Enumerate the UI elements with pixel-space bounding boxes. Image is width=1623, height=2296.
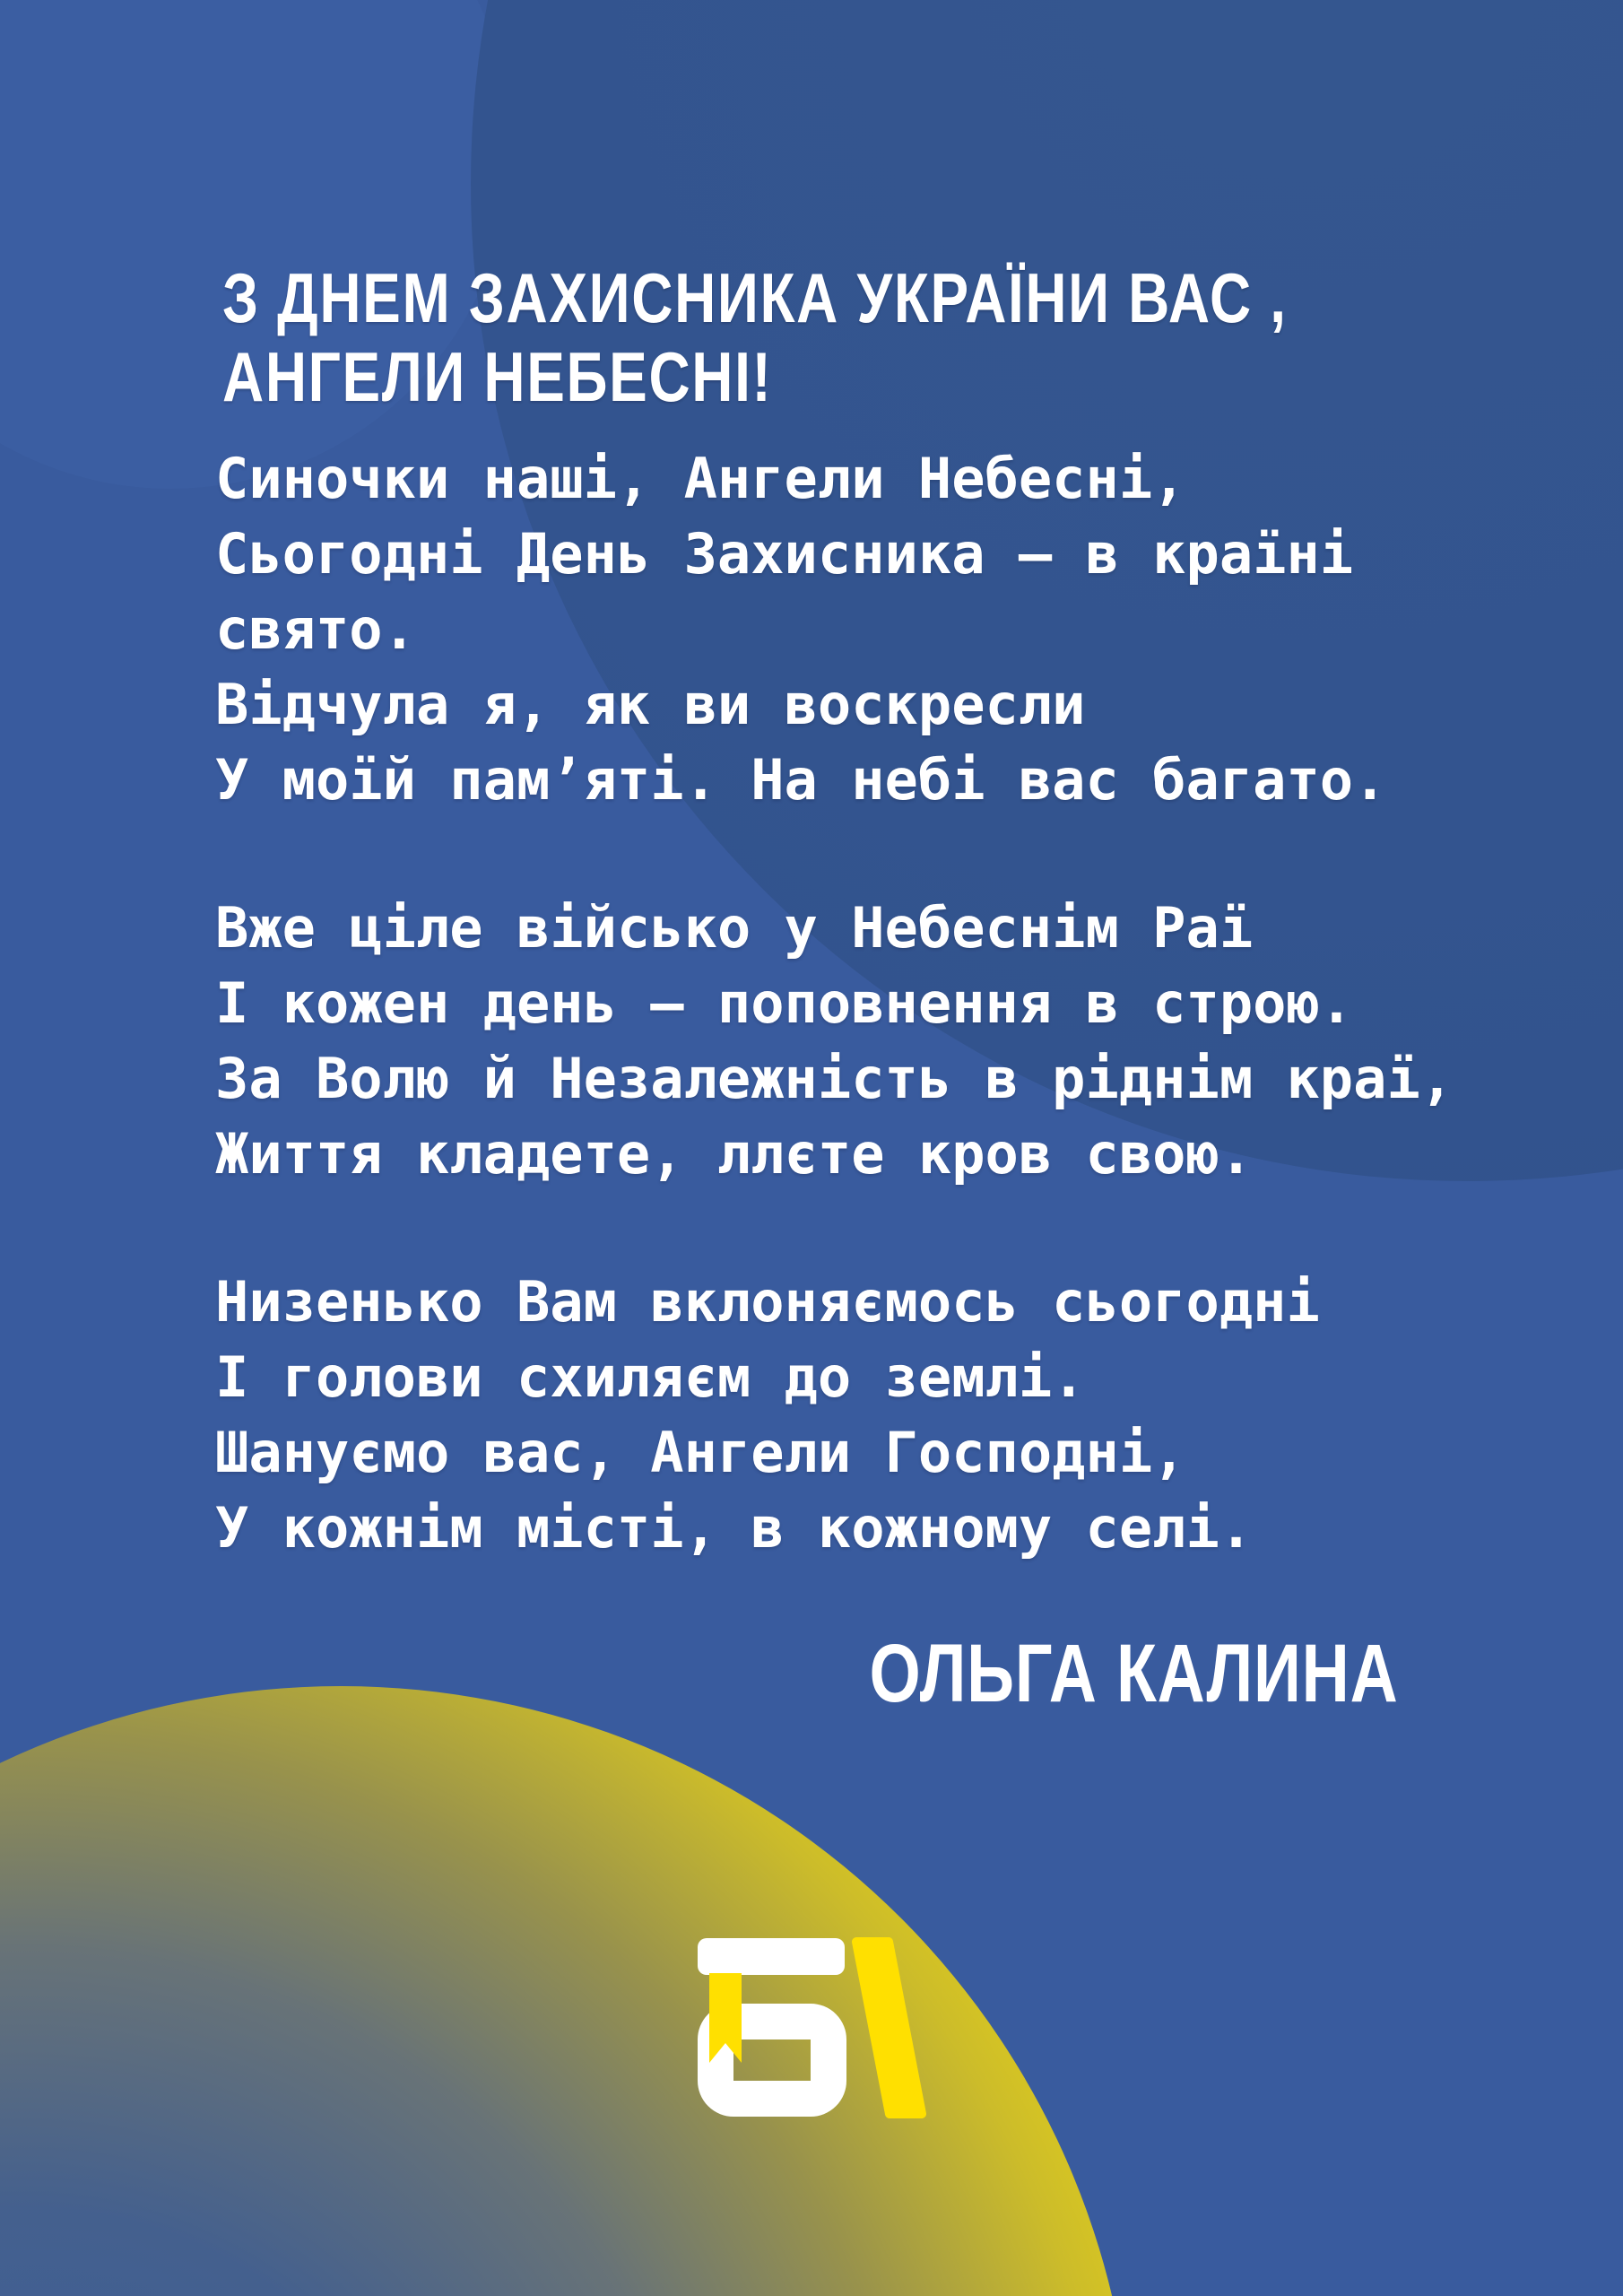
publisher-logo [697, 1937, 926, 2118]
poem-text [215, 441, 1454, 1639]
logo-top-bar [698, 1938, 845, 1975]
poem-line: Низенько Вам вклоняємось сьогодні [215, 1269, 1320, 1335]
card-title [222, 258, 1288, 416]
poem-line: Життя кладете, ллєте кров свою. [215, 1121, 1254, 1187]
author-name: ОЛЬГА КАЛИНА [869, 1628, 1399, 1719]
poem-stanza-2 [215, 891, 1454, 1192]
poem-stanza-3 [215, 1265, 1454, 1566]
poem-line: Відчула я, як ви воскресли [215, 672, 1086, 737]
card-title-line-2: АНГЕЛИ НЕБЕСНІ! [222, 337, 773, 416]
poem-line: За Волю й Незалежність в ріднім краї, [215, 1046, 1454, 1111]
poem-line: Шануємо вас, Ангели Господні, [215, 1420, 1186, 1485]
logo-slash [856, 1942, 922, 2114]
card-title-line-1: З ДНЕМ ЗАХИСНИКА УКРАЇНИ ВАС , [222, 258, 1288, 337]
poem-line: І голови схиляєм до землі. [215, 1344, 1086, 1410]
poem-line: У кожнім місті, в кожному селі. [215, 1495, 1254, 1561]
poem-stanza-1 [215, 441, 1454, 818]
poem-line: Вже ціле військо у Небеснім Раї [215, 895, 1254, 961]
poem-line: Синочки наші, Ангели Небесні, [215, 446, 1186, 511]
poem-line: Сьогодні День Захисника — в країні [215, 521, 1354, 587]
poem-line: І кожен день — поповнення в строю. [215, 970, 1354, 1036]
poem-line: У моїй пам’яті. На небі вас багато. [215, 747, 1387, 813]
poem-line: свято. [215, 596, 416, 662]
